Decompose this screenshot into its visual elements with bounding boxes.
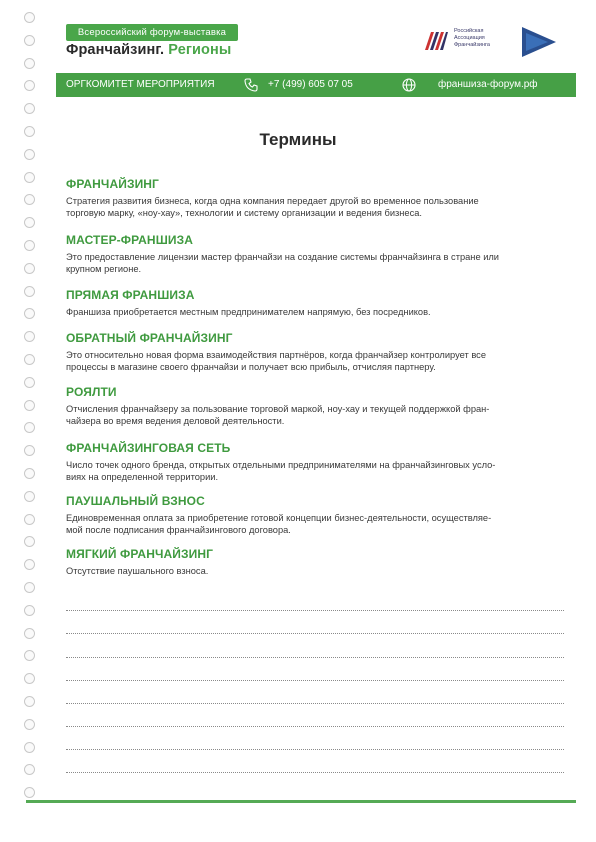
term-title: МЯГКИЙ ФРАНЧАЙЗИНГ (66, 547, 213, 561)
notes-line[interactable] (66, 609, 564, 611)
event-title-main: Франчайзинг. (66, 42, 165, 58)
organizer-bar (56, 73, 576, 97)
binder-hole (24, 468, 35, 479)
phone-icon (244, 78, 258, 92)
term-definition: Число точек одного бренда, открытых отдельными предпринимателями на франчайзинговых усло- виях на определенной территории. (66, 460, 496, 482)
binder-hole (24, 764, 35, 775)
binder-hole (24, 491, 35, 502)
term-definition: Отчисления франчайзеру за пользование торговой маркой, ноу-хау и текущей поддержкой фран- чайзера во время ведения деловой деятельности. (66, 404, 490, 426)
notes-line[interactable] (66, 679, 564, 681)
term-title: ПАУШАЛЬНЫЙ ВЗНОС (66, 494, 205, 508)
binder-hole (24, 445, 35, 456)
binder-hole (24, 240, 35, 251)
binder-hole (24, 103, 35, 114)
binder-hole (24, 673, 35, 684)
binder-hole (24, 605, 35, 616)
term-item (66, 441, 564, 483)
partner-logo-icon (522, 27, 556, 57)
notes-line[interactable] (66, 632, 564, 634)
event-title (66, 42, 231, 58)
binder-hole (24, 400, 35, 411)
globe-icon (402, 78, 416, 92)
notes-line[interactable] (66, 702, 564, 704)
binder-hole (24, 308, 35, 319)
binder-hole (24, 719, 35, 730)
raf-logo (423, 26, 503, 56)
term-item (66, 494, 564, 536)
binder-hole (24, 58, 35, 69)
term-item (66, 385, 564, 427)
term-item (66, 547, 564, 577)
term-title: РОЯЛТИ (66, 385, 117, 399)
term-definition: Это относительно новая форма взаимодействия партнёров, когда франчайзер контролирует все процессы в магазине своего франчайзи и получает всю прибыль, отчисляя партнеру. (66, 350, 486, 372)
raf-flag-icon (423, 30, 449, 52)
binder-hole (24, 331, 35, 342)
term-item (66, 177, 564, 219)
binder-hole (24, 263, 35, 274)
notes-line[interactable] (66, 656, 564, 658)
binder-hole (24, 217, 35, 228)
raf-logo-text (454, 28, 490, 49)
binder-hole (24, 742, 35, 753)
binder-hole (24, 12, 35, 23)
term-item (66, 288, 564, 318)
binder-hole (24, 149, 35, 160)
event-type-badge: Всероссийский форум-выставка (66, 24, 238, 41)
notes-line[interactable] (66, 771, 564, 773)
term-definition: Отсутствие паушального взноса. (66, 566, 209, 576)
term-title: ОБРАТНЫЙ ФРАНЧАЙЗИНГ (66, 331, 233, 345)
binder-hole (24, 80, 35, 91)
binder-hole (24, 286, 35, 297)
organizer-website[interactable]: франшиза-форум.рф (438, 79, 538, 90)
term-item (66, 331, 564, 373)
term-definition: Единовременная оплата за приобретение готовой концепции бизнес-деятельности, осуществляе- мой после подписания франчайзингового договора. (66, 513, 492, 535)
binder-hole (24, 377, 35, 388)
raf-line: Ассоциация (454, 35, 485, 41)
binder-hole (24, 696, 35, 707)
binder-hole (24, 787, 35, 798)
term-definition: Стратегия развития бизнеса, когда одна компания передает другой во временное пользование торговую марку, «ноу-хау», технологии и систему организации и ведения бизнеса. (66, 196, 479, 218)
term-definition: Франшиза приобретается местным предпринимателем напрямую, без посредников. (66, 307, 431, 317)
term-title: МАСТЕР-ФРАНШИЗА (66, 233, 193, 247)
binder-hole (24, 422, 35, 433)
binder-hole (24, 354, 35, 365)
binder-hole (24, 514, 35, 525)
binder-hole (24, 582, 35, 593)
binder-hole (24, 172, 35, 183)
page-title: Термины (259, 130, 337, 149)
event-title-accent: Регионы (168, 42, 232, 58)
term-item (66, 233, 564, 275)
term-definition: Это предоставление лицензии мастер франчайзи на создание системы франчайзинга в стране или крупном регионе. (66, 252, 500, 274)
term-title: ПРЯМАЯ ФРАНШИЗА (66, 288, 195, 302)
binder-hole (24, 628, 35, 639)
footer-divider (26, 800, 576, 803)
raf-line: Российская (454, 28, 484, 34)
binder-hole (24, 194, 35, 205)
binder-hole (24, 650, 35, 661)
notes-line[interactable] (66, 725, 564, 727)
term-title: ФРАНЧАЙЗИНГОВАЯ СЕТЬ (66, 441, 231, 455)
raf-line: Франчайзинга (454, 42, 490, 48)
organizer-label: ОРГКОМИТЕТ МЕРОПРИЯТИЯ (66, 79, 215, 90)
term-title: ФРАНЧАЙЗИНГ (66, 177, 159, 191)
organizer-phone[interactable]: +7 (499) 605 07 05 (268, 79, 353, 90)
binder-hole (24, 35, 35, 46)
binder-hole (24, 536, 35, 547)
binder-hole (24, 559, 35, 570)
notes-line[interactable] (66, 748, 564, 750)
